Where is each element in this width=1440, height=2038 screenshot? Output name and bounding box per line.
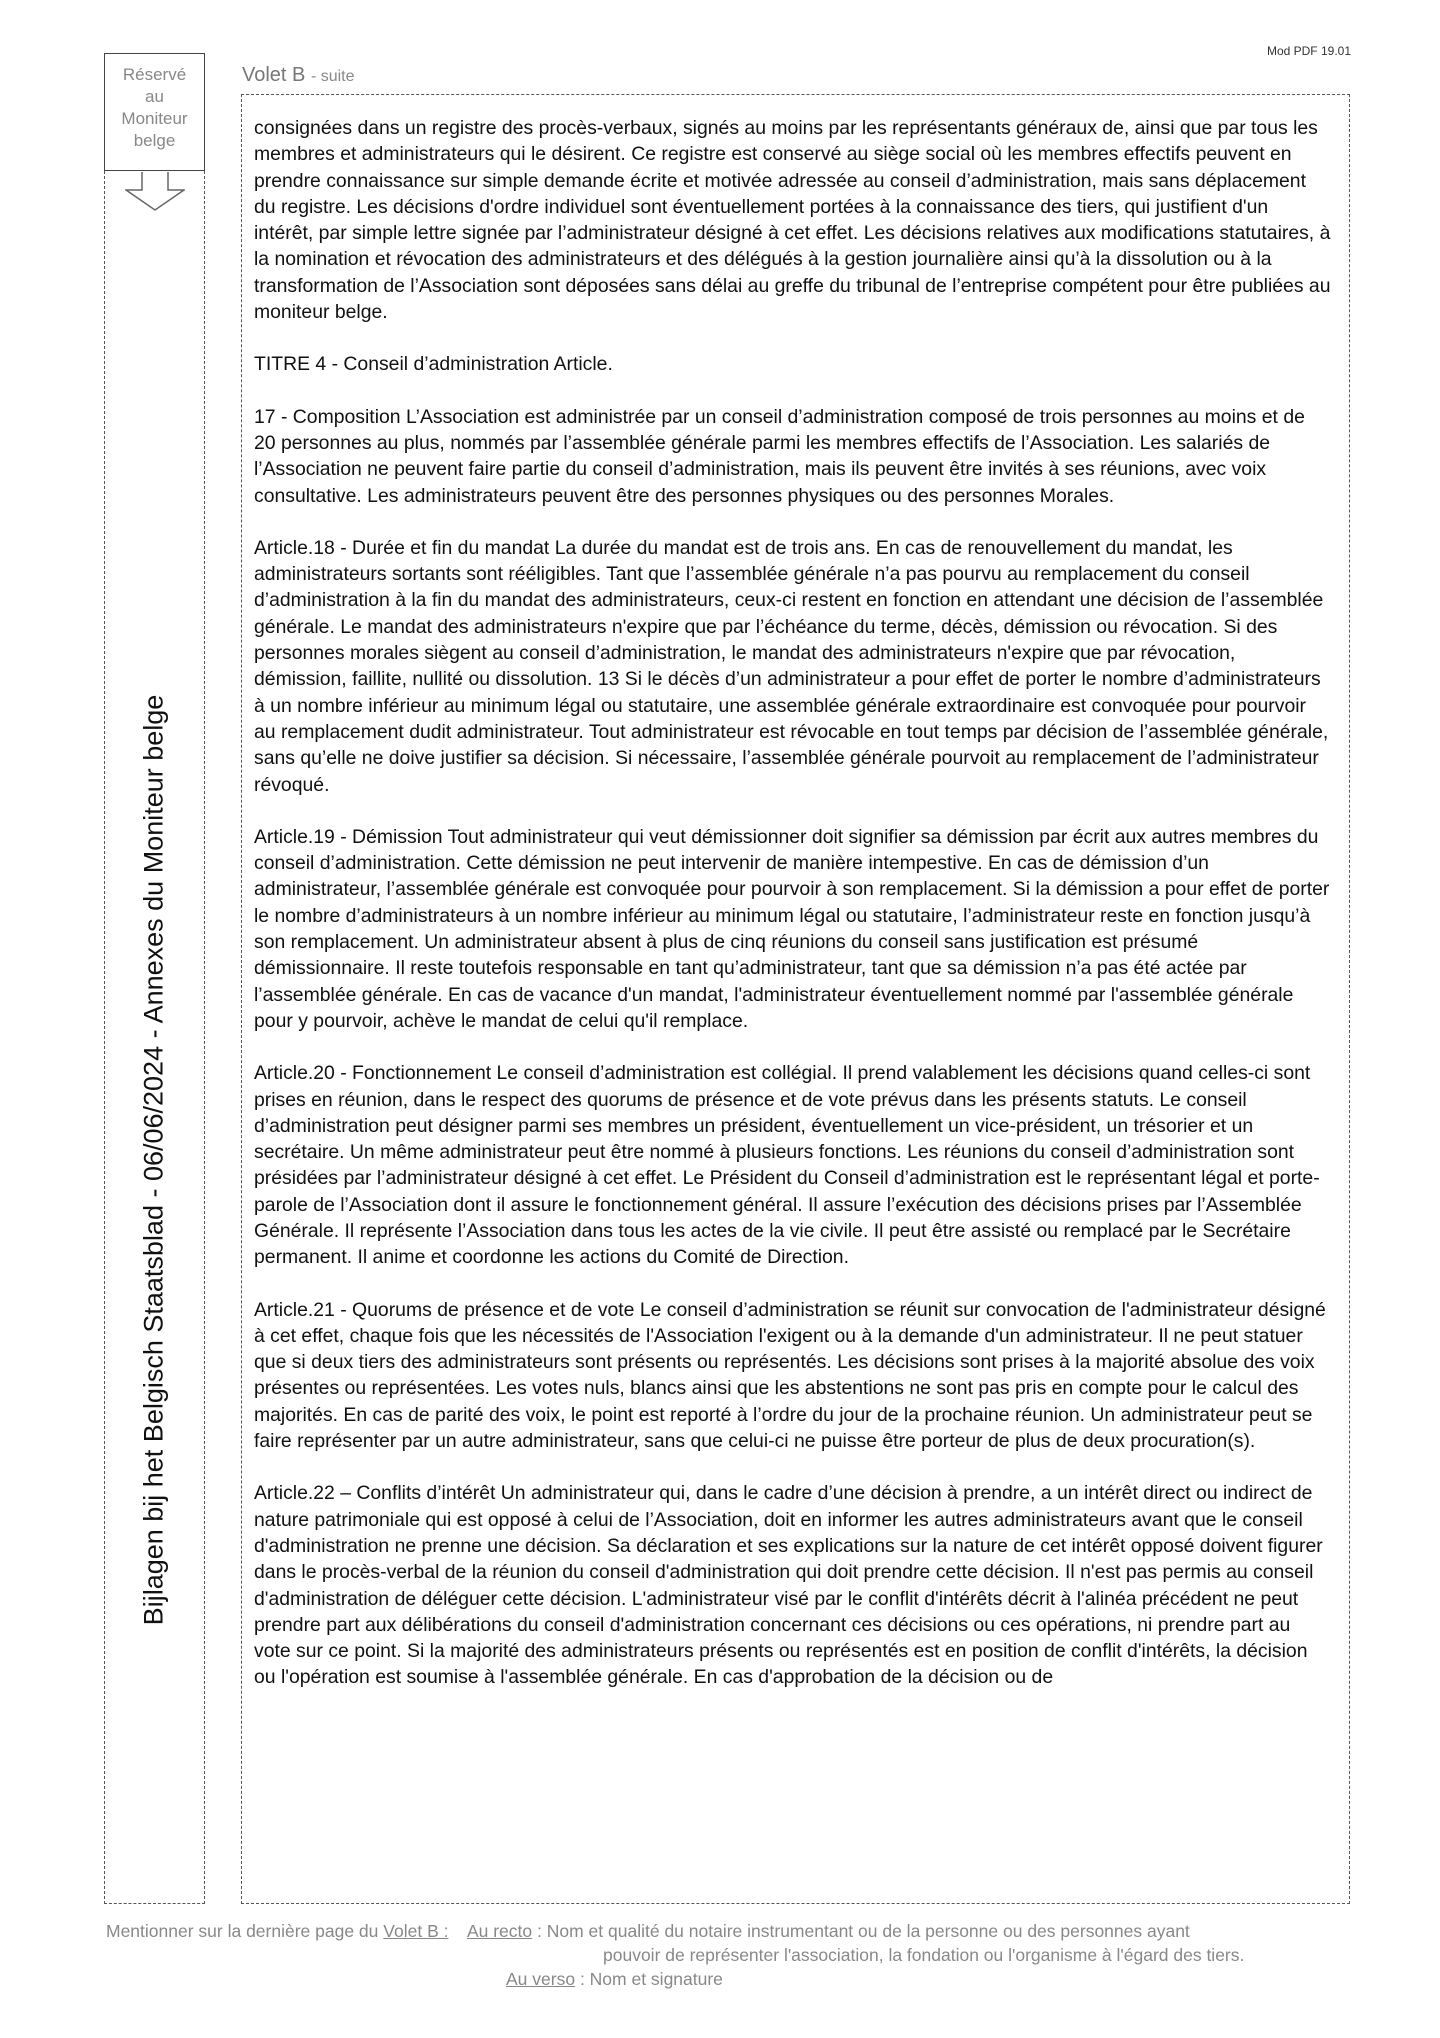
reserved-line: Réservé — [122, 65, 187, 84]
footer-verso-text: : Nom et signature — [579, 1969, 723, 1989]
reserved-line: Moniteur — [121, 109, 188, 128]
body-paragraph: Article.22 – Conflits d’intérêt Un administrateur qui, dans le cadre d’une décision à prendre, a un intérêt direct ou indirect de nature patrimoniale qui est opposé à celui de l’Association, doit en informer les autres administrateurs avant que le conseil d'administration ne prenne une décision. Sa déclaration et ses explications sur la nature de cet intérêt opposé doivent figurer dans le procès-verbal de la réunion du conseil d'administration qui doit prendre cette décision. Il n'est pas permis au conseil d'administration de déléguer cette décision. L'administrateur visé par le conflit d'intérêts décrit à l'alinéa précédent ne peut prendre part aux délibérations du conseil d'administration concernant ces décisions ou ces opérations, ni prendre part au vote sur ce point. Si la majorité des administrateurs présents ou représentés est en position de conflit d'intérêts, la décision ou l'opération est soumise à l'assemblée générale. En cas d'approbation de la décision ou de — [254, 1482, 1323, 1689]
body-paragraph: Article.18 - Durée et fin du mandat La durée du mandat est de trois ans. En cas de renouvellement du mandat, les administrateurs sortants sont rééligibles. Tant que l’assemblée générale n’a pas pourvu au remplacement du conseil d’administration à la fin du mandat des administrateurs, ceux-ci restent en fonction en attendant une décision de l’assemblée générale. Le mandat des administrateurs n'expire que par l’échéance du terme, décès, démission ou révocation. Si des personnes morales siègent au conseil d’administration, le mandat des administrateurs n'expire que par révocation, démission, faillite, nullité ou dissolution. 13 Si le décès d’un administrateur a pour effet de porter le nombre d’administrateurs à un nombre inférieur au minimum légal ou statutaire, une assemblée générale extraordinaire est convoquée pour pourvoir au remplacement dudit administrateur. Tout administrateur est révocable en tout temps par décision de l’assemblée générale, sans qu’elle ne doive justifier sa décision. Si nécessaire, l’assemblée générale pourvoit au remplacement de l’administrateur révoqué. — [254, 536, 1329, 796]
footer-volet-link: Volet B : — [383, 1921, 449, 1941]
body-paragraph: consignées dans un registre des procès-verbaux, signés au moins par les représentants généraux de, ainsi que par tous les membres et administrateurs qui le désirent. Ce registre est conservé au siège social où les membres effectifs peuvent en prendre connaissance sur simple demande écrite et motivée adressée au conseil d’administration, mais sans déplacement du registre. Les décisions d'ordre individuel sont éventuellement portées à la connaissance des tiers, qui justifient d'un intérêt, par simple lettre signée par l’administrateur désigné à cet effet. Les décisions relatives aux modifications statutaires, à la nomination et révocation des administrateurs et des délégués à la gestion journalière ainsi qu’à la dissolution ou à la transformation de l’Association sont déposées sans délai au greffe du tribunal de l’entreprise compétent pour être publiées au moniteur belge. — [254, 117, 1331, 324]
section-heading: TITRE 4 - Conseil d’administration Article. — [254, 353, 613, 376]
sidebar-vertical-text: Bijlagen bij het Belgisch Staatsblad - 06/06/2024 - Annexes du Moniteur belge — [138, 694, 169, 1626]
volet-title — [242, 64, 355, 87]
footer-verso-label: Au verso — [506, 1969, 576, 1989]
body-paragraph: Article.21 - Quorums de présence et de vote Le conseil d’administration se réunit sur convocation de l'administrateur désigné à cet effet, chaque fois que les nécessités de l'Association l'exigent ou à la demande d'un administrateur. Il ne peut statuer que si deux tiers des administrateurs sont présents ou représentés. Les décisions sont prises à la majorité absolue des voix présentes ou représentées. Les votes nuls, blancs ainsi que les abstentions ne sont pas pris en compte pour le calcul des majorités. En cas de parité des voix, le point est reporté à l’ordre du jour de la prochaine réunion. Un administrateur peut se faire représenter par un autre administrateur, sans que celui-ci ne puisse être porteur de plus de deux procuration(s). — [254, 1298, 1326, 1453]
body-paragraph: Article.20 - Fonctionnement Le conseil d’administration est collégial. Il prend valablement les décisions quand celles-ci sont prises en réunion, dans le respect des quorums de présence et de vote prévus dans les présents statuts. Le conseil d’administration peut désigner parmi ses membres un président, éventuellement un vice-président, un trésorier et un secrétaire. Un même administrateur peut être nommé à plusieurs fonctions. Les réunions du conseil d’administration sont présidées par l’administrateur désigné à cet effet. Le Président du Conseil d’administration est le représentant légal et porte-parole de l’Association dont il assure le fonctionnement général. Il assure l’exécution des décisions prises par l’Assemblée Générale. Il représente l’Association dans tous les actes de la vie civile. Il peut être assisté ou remplacé par le Secrétaire permanent. Il anime et coordonne les actions du Comité de Direction. — [254, 1062, 1320, 1269]
body-paragraph: Article.19 - Démission Tout administrateur qui veut démissionner doit signifier sa démission par écrit aux autres membres du conseil d’administration. Cette démission ne peut intervenir de manière intempestive. En cas de démission d’un administrateur, l’assemblée générale est convoquée pour pourvoir à son remplacement. Si la démission a pour effet de porter le nombre d’administrateurs à un nombre inférieur au minimum légal ou statutaire, l’administrateur reste en fonction jusqu’à son remplacement. Un administrateur absent à plus de cinq réunions du conseil sans justification est présumé démissionnaire. Il reste toutefois responsable en tant qu’administrateur, tant que sa démission n’a pas été actée par l’assemblée générale. En cas de vacance d'un mandat, l'administrateur éventuellement nommé par l'assemblée générale pour y pourvoir, achève le mandat de celui qu'il remplace. — [254, 825, 1330, 1032]
reserved-line: au — [145, 87, 164, 106]
footer-recto-text: : Nom et qualité du notaire instrumentant ou de la personne ou des personnes ayant — [537, 1921, 1190, 1941]
document-body — [241, 94, 1350, 1904]
footer-prefix: Mentionner sur la dernière page du — [106, 1921, 379, 1941]
footer-recto-text-cont: pouvoir de représenter l'association, la fondation ou l'organisme à l'égard des tiers. — [603, 1945, 1245, 1965]
reserved-moniteur-box — [104, 53, 205, 171]
reserved-line: belge — [133, 131, 176, 150]
footer-recto-label: Au recto — [466, 1921, 533, 1941]
body-paragraph: 17 - Composition L’Association est administrée par un conseil d’administration composé de trois personnes au moins et de 20 personnes au plus, nommés par l’assemblée générale parmi les membres effectifs de l’Association. Les salariés de l’Association ne peuvent faire partie du conseil d’administration, mais ils peuvent être invités à ses réunions, avec voix consultative. Les administrateurs peuvent être des personnes physiques ou des personnes Morales. — [254, 405, 1305, 507]
volet-suite: - suite — [310, 68, 355, 85]
form-version-label: Mod PDF 19.01 — [1266, 44, 1351, 58]
volet-label: Volet B — [242, 64, 306, 86]
